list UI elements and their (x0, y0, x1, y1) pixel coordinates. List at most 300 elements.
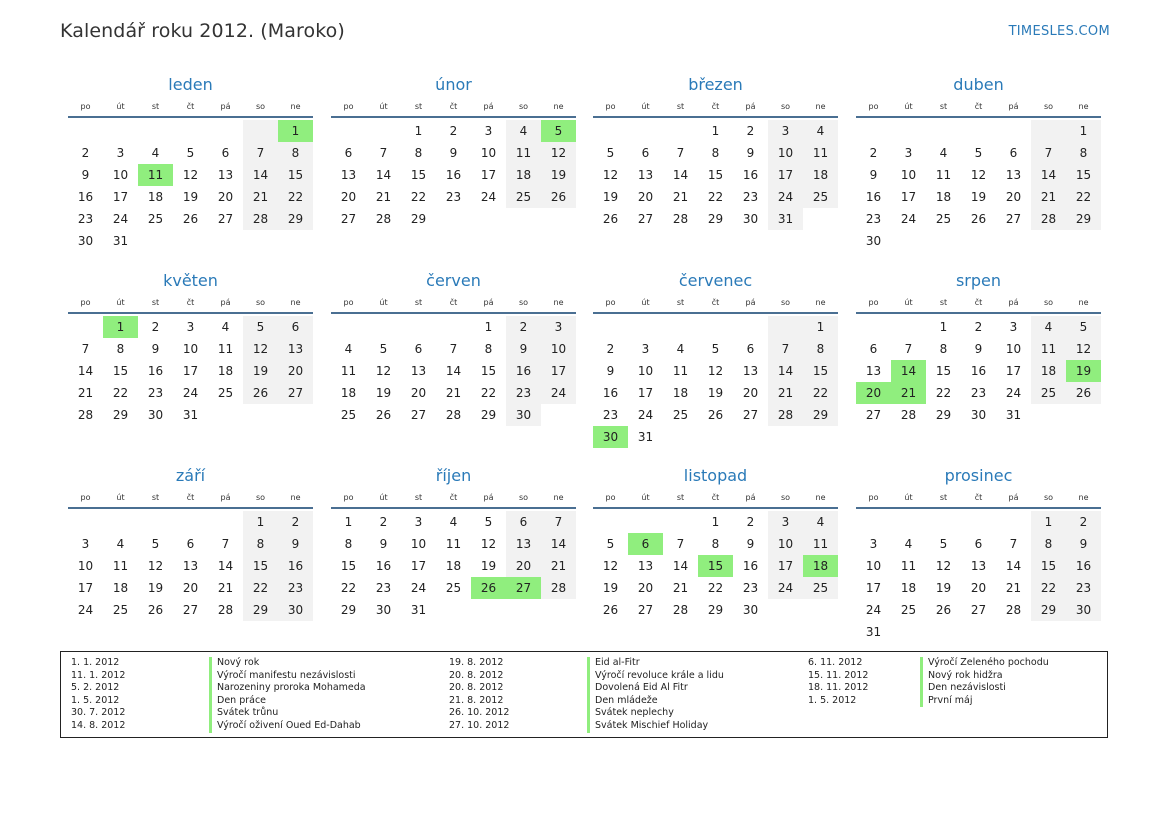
day-cell: 28 (672, 212, 689, 226)
day-cell: 13 (970, 559, 987, 573)
day-cell: 19 (602, 190, 619, 204)
day-cell: 23 (742, 581, 759, 595)
weekday-label: ne (1078, 298, 1089, 307)
legend-date: 6. 11. 2012 (808, 657, 863, 668)
day-cell: 14 (375, 168, 392, 182)
day-cell: 2 (746, 124, 755, 138)
day-cell: 7 (541, 511, 576, 533)
weekday-label: út (641, 493, 650, 502)
day-cell: 22 (112, 386, 129, 400)
day-cell: 28 (77, 408, 94, 422)
day-cell: 21 (672, 581, 689, 595)
day-cell: 6 (869, 342, 878, 356)
weekday-header (593, 97, 838, 118)
day-cell: 6 (344, 146, 353, 160)
day-cell: 23 (865, 212, 882, 226)
empty-cell (628, 120, 663, 142)
day-cell: 24 (768, 186, 803, 208)
day-cell: 20 (637, 581, 654, 595)
day-cell: 5 (606, 537, 615, 551)
day-cell: 25 (147, 212, 164, 226)
day-cell: 1 (711, 124, 720, 138)
legend-holiday-name: Svátek trůnu (209, 707, 278, 720)
day-cell: 2 (449, 124, 458, 138)
empty-cell (961, 120, 996, 142)
day-cell: 20 (410, 386, 427, 400)
day-cell: 17 (541, 360, 576, 382)
day-grid (68, 120, 313, 252)
day-cell: 13 (340, 168, 357, 182)
empty-cell (593, 511, 628, 533)
legend-date: 14. 8. 2012 (71, 719, 126, 731)
legend-holiday-name: Nový rok hidžra (920, 670, 1003, 683)
day-cell: 9 (1066, 533, 1101, 555)
holiday-day-cell: 6 (628, 533, 663, 555)
day-cell: 4 (506, 120, 541, 142)
day-cell: 7 (81, 342, 90, 356)
day-cell: 18 (147, 190, 164, 204)
day-cell: 22 (410, 190, 427, 204)
day-cell: 11 (340, 364, 357, 378)
day-cell: 24 (637, 408, 654, 422)
empty-cell (856, 120, 891, 142)
day-cell: 7 (904, 342, 913, 356)
day-cell: 18 (445, 559, 462, 573)
day-cell: 16 (278, 555, 313, 577)
day-cell: 21 (1005, 581, 1022, 595)
day-cell: 16 (375, 559, 392, 573)
day-cell: 5 (939, 537, 948, 551)
day-cell: 24 (1005, 386, 1022, 400)
day-cell: 30 (742, 212, 759, 226)
weekday-label: so (255, 102, 266, 111)
day-cell: 27 (865, 408, 882, 422)
day-cell: 27 (217, 212, 234, 226)
day-cell: 16 (742, 168, 759, 182)
legend-holiday-name: Den mládeže (587, 695, 658, 708)
day-cell: 31 (637, 430, 654, 444)
day-cell: 5 (711, 342, 720, 356)
holiday-day-cell: 26 (471, 577, 506, 599)
day-cell: 17 (77, 581, 94, 595)
day-cell: 21 (243, 186, 278, 208)
empty-cell (331, 316, 366, 338)
day-cell: 29 (707, 212, 724, 226)
empty-cell (628, 511, 663, 533)
day-cell: 18 (112, 581, 129, 595)
day-cell: 15 (480, 364, 497, 378)
weekday-label: st (414, 102, 423, 111)
month-prosinec (856, 465, 1101, 643)
legend-holiday-name: Narozeniny proroka Mohameda (209, 682, 366, 695)
weekday-label: ne (815, 493, 826, 502)
weekday-label: st (414, 493, 423, 502)
day-cell: 6 (974, 537, 983, 551)
day-cell: 7 (243, 142, 278, 164)
day-cell: 25 (672, 408, 689, 422)
weekday-label: st (939, 102, 948, 111)
day-cell: 1 (484, 320, 493, 334)
weekday-header (68, 97, 313, 118)
legend-holiday-name: Výročí revoluce krále a lidu (587, 670, 724, 683)
weekday-label: po (80, 102, 91, 111)
weekday-label: st (676, 102, 685, 111)
day-cell: 6 (414, 342, 423, 356)
weekday-label: st (151, 102, 160, 111)
day-cell: 9 (449, 146, 458, 160)
empty-cell (996, 511, 1031, 533)
day-cell: 22 (1066, 186, 1101, 208)
weekday-label: po (80, 298, 91, 307)
empty-cell (856, 316, 891, 338)
empty-cell (243, 120, 278, 142)
day-cell: 6 (221, 146, 230, 160)
day-cell: 30 (278, 599, 313, 621)
weekday-label: po (343, 493, 354, 502)
weekday-label: ne (290, 102, 301, 111)
holiday-day-cell: 27 (506, 577, 541, 599)
weekday-label: čt (974, 493, 983, 502)
day-cell: 10 (768, 142, 803, 164)
day-cell: 16 (602, 386, 619, 400)
day-cell: 19 (970, 190, 987, 204)
weekday-label: pá (220, 493, 231, 502)
weekday-label: pá (745, 102, 756, 111)
weekday-header (68, 488, 313, 509)
day-cell: 21 (1031, 186, 1066, 208)
empty-cell (1031, 120, 1066, 142)
day-cell: 23 (602, 408, 619, 422)
weekday-label: so (1043, 298, 1054, 307)
day-cell: 12 (541, 142, 576, 164)
legend-date: 30. 7. 2012 (71, 707, 126, 719)
day-cell: 14 (768, 360, 803, 382)
day-cell: 29 (112, 408, 129, 422)
weekday-label: so (780, 102, 791, 111)
day-grid (856, 316, 1101, 426)
day-cell: 23 (1066, 577, 1101, 599)
day-cell: 14 (1005, 559, 1022, 573)
day-cell: 11 (1031, 338, 1066, 360)
day-cell: 17 (410, 559, 427, 573)
day-grid (593, 120, 838, 230)
weekday-label: pá (483, 102, 494, 111)
day-cell: 19 (602, 581, 619, 595)
day-cell: 17 (865, 581, 882, 595)
day-cell: 12 (970, 168, 987, 182)
day-cell: 6 (641, 146, 650, 160)
holiday-legend (60, 651, 1108, 738)
day-cell: 26 (602, 603, 619, 617)
day-cell: 14 (1031, 164, 1066, 186)
day-cell: 11 (900, 559, 917, 573)
weekday-label: pá (1008, 102, 1019, 111)
day-cell: 29 (1031, 599, 1066, 621)
day-cell: 5 (484, 515, 493, 529)
month-srpen (856, 270, 1101, 426)
weekday-label: so (518, 298, 529, 307)
legend-date: 15. 11. 2012 (808, 669, 869, 681)
weekday-label: út (641, 102, 650, 111)
day-cell: 14 (672, 168, 689, 182)
month-name: září (175, 466, 206, 485)
day-cell: 2 (379, 515, 388, 529)
day-cell: 12 (1066, 338, 1101, 360)
empty-cell (208, 511, 243, 533)
legend-holiday-name: Den nezávislosti (920, 682, 1006, 695)
day-cell: 29 (410, 212, 427, 226)
day-cell: 22 (1031, 577, 1066, 599)
day-cell: 8 (116, 342, 125, 356)
weekday-label: po (605, 298, 616, 307)
month-name: červenec (678, 271, 753, 290)
day-cell: 19 (147, 581, 164, 595)
day-cell: 22 (243, 577, 278, 599)
weekday-label: út (379, 298, 388, 307)
weekday-label: po (80, 493, 91, 502)
day-cell: 25 (217, 386, 234, 400)
day-cell: 7 (1031, 142, 1066, 164)
day-cell: 2 (278, 511, 313, 533)
day-cell: 11 (672, 364, 689, 378)
site-brand-link[interactable]: TIMESLES.COM (1008, 24, 1110, 39)
day-cell: 29 (707, 603, 724, 617)
day-cell: 17 (182, 364, 199, 378)
legend-holiday-name: Výročí manifestu nezávislosti (209, 670, 356, 683)
month-říjen (331, 465, 576, 621)
day-cell: 25 (506, 186, 541, 208)
empty-cell (436, 316, 471, 338)
day-cell: 19 (182, 190, 199, 204)
day-cell: 12 (375, 364, 392, 378)
day-cell: 12 (935, 559, 952, 573)
day-cell: 28 (900, 408, 917, 422)
day-cell: 3 (186, 320, 195, 334)
empty-cell (891, 511, 926, 533)
day-cell: 9 (81, 168, 90, 182)
legend-holiday-name: Den práce (209, 695, 266, 708)
day-cell: 28 (375, 212, 392, 226)
day-cell: 11 (445, 537, 462, 551)
day-cell: 10 (768, 533, 803, 555)
day-cell: 26 (243, 382, 278, 404)
month-name: srpen (955, 271, 1002, 290)
weekday-label: ne (290, 298, 301, 307)
day-cell: 7 (1009, 537, 1018, 551)
day-cell: 6 (506, 511, 541, 533)
day-cell: 4 (116, 537, 125, 551)
day-cell: 16 (865, 190, 882, 204)
day-cell: 12 (243, 338, 278, 360)
day-cell: 24 (410, 581, 427, 595)
day-cell: 31 (1005, 408, 1022, 422)
empty-cell (103, 511, 138, 533)
weekday-label: pá (220, 102, 231, 111)
weekday-label: čt (186, 298, 195, 307)
legend-date: 5. 2. 2012 (71, 682, 120, 694)
day-cell: 30 (506, 404, 541, 426)
day-cell: 26 (602, 212, 619, 226)
day-cell: 27 (410, 408, 427, 422)
day-cell: 10 (637, 364, 654, 378)
day-grid (68, 316, 313, 426)
day-cell: 29 (935, 408, 952, 422)
day-cell: 10 (541, 338, 576, 360)
legend-holiday-name: Dovolená Eid Al Fitr (587, 682, 688, 695)
day-cell: 22 (278, 186, 313, 208)
day-cell: 17 (900, 190, 917, 204)
day-cell: 3 (641, 342, 650, 356)
day-cell: 22 (480, 386, 497, 400)
weekday-label: čt (449, 298, 458, 307)
legend-date: 20. 8. 2012 (449, 669, 504, 681)
day-cell: 18 (217, 364, 234, 378)
day-cell: 4 (803, 511, 838, 533)
day-cell: 9 (746, 537, 755, 551)
day-cell: 23 (147, 386, 164, 400)
day-cell: 8 (939, 342, 948, 356)
weekday-label: so (1043, 493, 1054, 502)
day-cell: 26 (182, 212, 199, 226)
day-cell: 23 (445, 190, 462, 204)
weekday-label: po (343, 102, 354, 111)
weekday-label: pá (1008, 493, 1019, 502)
day-cell: 18 (340, 386, 357, 400)
day-cell: 14 (445, 364, 462, 378)
day-cell: 28 (672, 603, 689, 617)
holiday-day-cell: 19 (1066, 360, 1101, 382)
day-cell: 2 (606, 342, 615, 356)
holiday-day-cell: 5 (541, 120, 576, 142)
day-cell: 17 (768, 164, 803, 186)
day-cell: 16 (742, 559, 759, 573)
day-cell: 16 (77, 190, 94, 204)
day-cell: 9 (974, 342, 983, 356)
empty-cell (593, 120, 628, 142)
weekday-label: so (780, 298, 791, 307)
day-cell: 15 (278, 164, 313, 186)
weekday-label: po (868, 102, 879, 111)
day-cell: 20 (1005, 190, 1022, 204)
weekday-label: út (904, 298, 913, 307)
day-cell: 25 (1031, 382, 1066, 404)
day-cell: 4 (151, 146, 160, 160)
day-cell: 3 (768, 120, 803, 142)
day-cell: 20 (742, 386, 759, 400)
weekday-label: st (151, 493, 160, 502)
day-cell: 8 (1031, 533, 1066, 555)
day-cell: 19 (541, 164, 576, 186)
day-cell: 5 (606, 146, 615, 160)
day-cell: 22 (707, 190, 724, 204)
day-cell: 15 (935, 364, 952, 378)
day-cell: 16 (147, 364, 164, 378)
day-cell: 14 (217, 559, 234, 573)
day-cell: 25 (112, 603, 129, 617)
weekday-label: so (1043, 102, 1054, 111)
day-cell: 31 (182, 408, 199, 422)
day-cell: 13 (1005, 168, 1022, 182)
day-cell: 17 (768, 555, 803, 577)
holiday-day-cell: 20 (856, 382, 891, 404)
legend-date: 19. 8. 2012 (449, 657, 504, 668)
day-cell: 13 (637, 168, 654, 182)
legend-date: 21. 8. 2012 (449, 694, 504, 706)
day-cell: 9 (869, 168, 878, 182)
holiday-day-cell: 18 (803, 555, 838, 577)
day-cell: 1 (939, 320, 948, 334)
weekday-label: so (780, 493, 791, 502)
weekday-label: pá (1008, 298, 1019, 307)
weekday-label: po (605, 493, 616, 502)
day-cell: 9 (379, 537, 388, 551)
day-cell: 20 (506, 555, 541, 577)
weekday-header (331, 488, 576, 509)
day-cell: 3 (768, 511, 803, 533)
weekday-label: ne (815, 102, 826, 111)
day-grid (856, 511, 1101, 643)
weekday-label: pá (745, 298, 756, 307)
month-name: březen (688, 75, 743, 94)
weekday-label: čt (711, 102, 720, 111)
weekday-header (856, 97, 1101, 118)
day-cell: 24 (77, 603, 94, 617)
legend-holiday-name: Svátek neplechy (587, 707, 674, 720)
day-cell: 29 (340, 603, 357, 617)
day-cell: 12 (147, 559, 164, 573)
empty-cell (173, 511, 208, 533)
weekday-header (593, 293, 838, 314)
month-name: listopad (683, 466, 748, 485)
empty-cell (926, 120, 961, 142)
day-cell: 16 (445, 168, 462, 182)
empty-cell (173, 120, 208, 142)
day-cell: 2 (746, 515, 755, 529)
empty-cell (138, 120, 173, 142)
day-cell: 12 (602, 559, 619, 573)
month-name: únor (435, 75, 472, 94)
empty-cell (68, 511, 103, 533)
month-únor (331, 74, 576, 230)
day-cell: 8 (711, 146, 720, 160)
day-cell: 22 (803, 382, 838, 404)
day-cell: 26 (1066, 382, 1101, 404)
day-cell: 12 (707, 364, 724, 378)
day-cell: 25 (803, 577, 838, 599)
empty-cell (68, 316, 103, 338)
weekday-label: čt (449, 493, 458, 502)
month-duben (856, 74, 1101, 252)
day-cell: 12 (602, 168, 619, 182)
month-červenec (593, 270, 838, 448)
day-cell: 8 (414, 146, 423, 160)
day-cell: 18 (803, 164, 838, 186)
day-cell: 30 (865, 234, 882, 248)
day-cell: 1 (1066, 120, 1101, 142)
day-cell: 8 (484, 342, 493, 356)
day-cell: 24 (865, 603, 882, 617)
day-cell: 11 (112, 559, 129, 573)
day-cell: 24 (541, 382, 576, 404)
day-cell: 6 (186, 537, 195, 551)
day-cell: 25 (900, 603, 917, 617)
day-cell: 10 (480, 146, 497, 160)
day-cell: 9 (746, 146, 755, 160)
day-cell: 22 (707, 581, 724, 595)
holiday-day-cell: 14 (891, 360, 926, 382)
empty-cell (663, 511, 698, 533)
day-cell: 27 (278, 382, 313, 404)
